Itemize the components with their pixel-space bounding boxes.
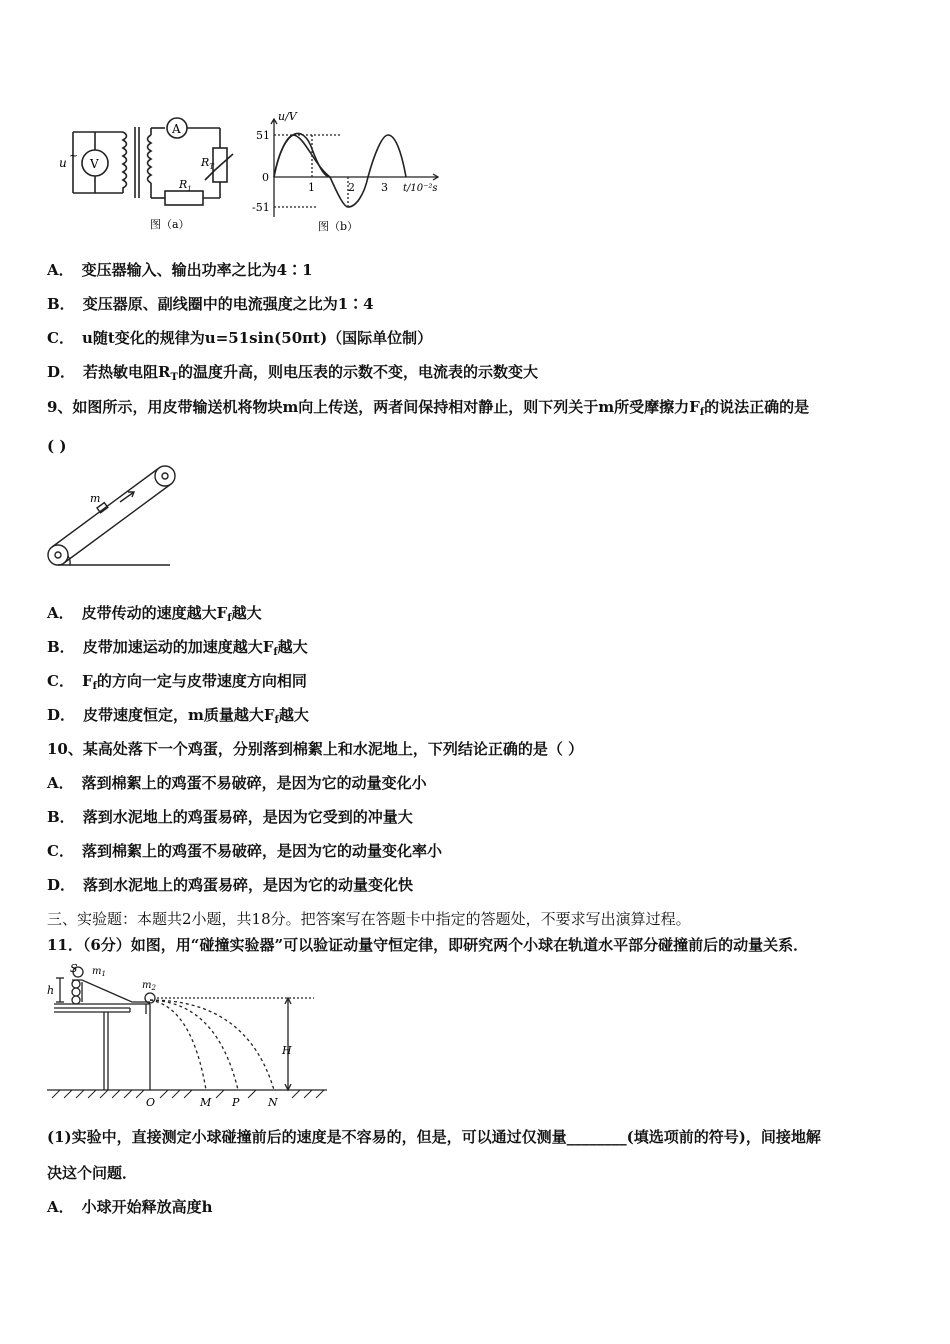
y-min-label: -51 [252,201,270,214]
q10-stem: 10、某高处落下一个鸡蛋，分别落到棉絮上和水泥地上，下列结论正确的是（ ） [47,740,584,758]
sine-graph-figure-b [248,105,448,235]
q9-answer-blank: ( ) [47,437,67,455]
q8-option-c: C． u随t变化的规律为u=51sin(50πt)（国际单位制） [47,329,433,347]
ground-label-m: M [200,1096,212,1108]
q8-option-a: A． 变压器输入、输出功率之比为4∶1 [47,261,313,279]
x-tick-2: 2 [348,181,355,194]
mass-label: m [90,492,101,505]
m2-label: $m_2$ [142,980,156,992]
rt-label: $R_T$ [201,156,214,171]
q9-option-b: B． 皮带加速运动的加速度越大$F_f$越大 [47,638,308,658]
y-axis-label: u/V [278,110,297,123]
q10-option-c: C． 落到棉絮上的鸡蛋不易破碎，是因为它的动量变化率小 [47,842,442,860]
collision-apparatus-figure [42,962,332,1108]
figure-b-caption: 图（b） [318,220,359,233]
m1-label: $m_1$ [92,966,106,978]
voltmeter-symbol: V [90,157,99,171]
q9-option-a: A． 皮带传动的速度越大$F_f$越大 [47,604,262,624]
q10-option-a: A． 落到棉絮上的鸡蛋不易破碎，是因为它的动量变化小 [47,774,427,792]
ground-label-o: O [146,1096,156,1108]
ground-label-p: P [232,1096,240,1108]
q10-option-b: B． 落到水泥地上的鸡蛋易碎，是因为它受到的冲量大 [47,808,413,826]
x-tick-1: 1 [308,181,315,194]
q9-stem: 9、如图所示，用皮带输送机将物块m向上传送，两者间保持相对静止，则下列关于m所受摩擦力$F_f$的说法正确的是 [47,398,810,418]
section-3-heading: 三、实验题：本题共2小题，共18分。把答案写在答题卡中指定的答题处，不要求写出演算过程。 [47,910,691,928]
r1-label: $R_1$ [179,178,192,193]
q8-option-d: D． 若热敏电阻$R_T$的温度升高，则电压表的示数不变，电流表的示数变大 [47,363,538,383]
origin-label: 0 [262,171,269,184]
q11-part1-line2: 决这个问题． [47,1164,138,1182]
q10-option-d: D． 落到水泥地上的鸡蛋易碎，是因为它的动量变化快 [47,876,414,894]
q8-option-b: B． 变压器原、副线圈中的电流强度之比为1∶4 [47,295,374,313]
s-label: S [70,962,78,975]
circuit-figure-a [55,110,245,235]
source-symbol: ~ [69,149,79,162]
h-label: h [47,984,55,997]
q9-option-c: C． $F_f$的方向一定与皮带速度方向相同 [47,672,307,692]
conveyor-belt-figure [42,462,187,572]
q11-stem: 11．（6分）如图，用“碰撞实验器”可以验证动量守恒定律，即研究两个小球在轨道水平部分碰撞前后的动量关系． [47,936,809,954]
x-axis-label: t/10⁻²s [403,183,438,194]
x-tick-3: 3 [381,181,388,194]
ammeter-symbol: A [172,122,181,136]
q11-part1-line1: (1)实验中，直接测定小球碰撞前后的速度是不容易的，但是，可以通过仅测量________(填选项前的符号)，间接地解 [47,1128,821,1146]
H-label: H [282,1044,292,1057]
ground-label-n: N [268,1096,278,1108]
figure-a-caption: 图（a） [150,218,190,231]
y-max-label: 51 [256,129,270,142]
q11-option-a: A． 小球开始释放高度h [47,1198,213,1216]
q9-option-d: D． 皮带速度恒定，m质量越大$F_f$越大 [47,706,309,726]
u-label: u [59,156,67,170]
